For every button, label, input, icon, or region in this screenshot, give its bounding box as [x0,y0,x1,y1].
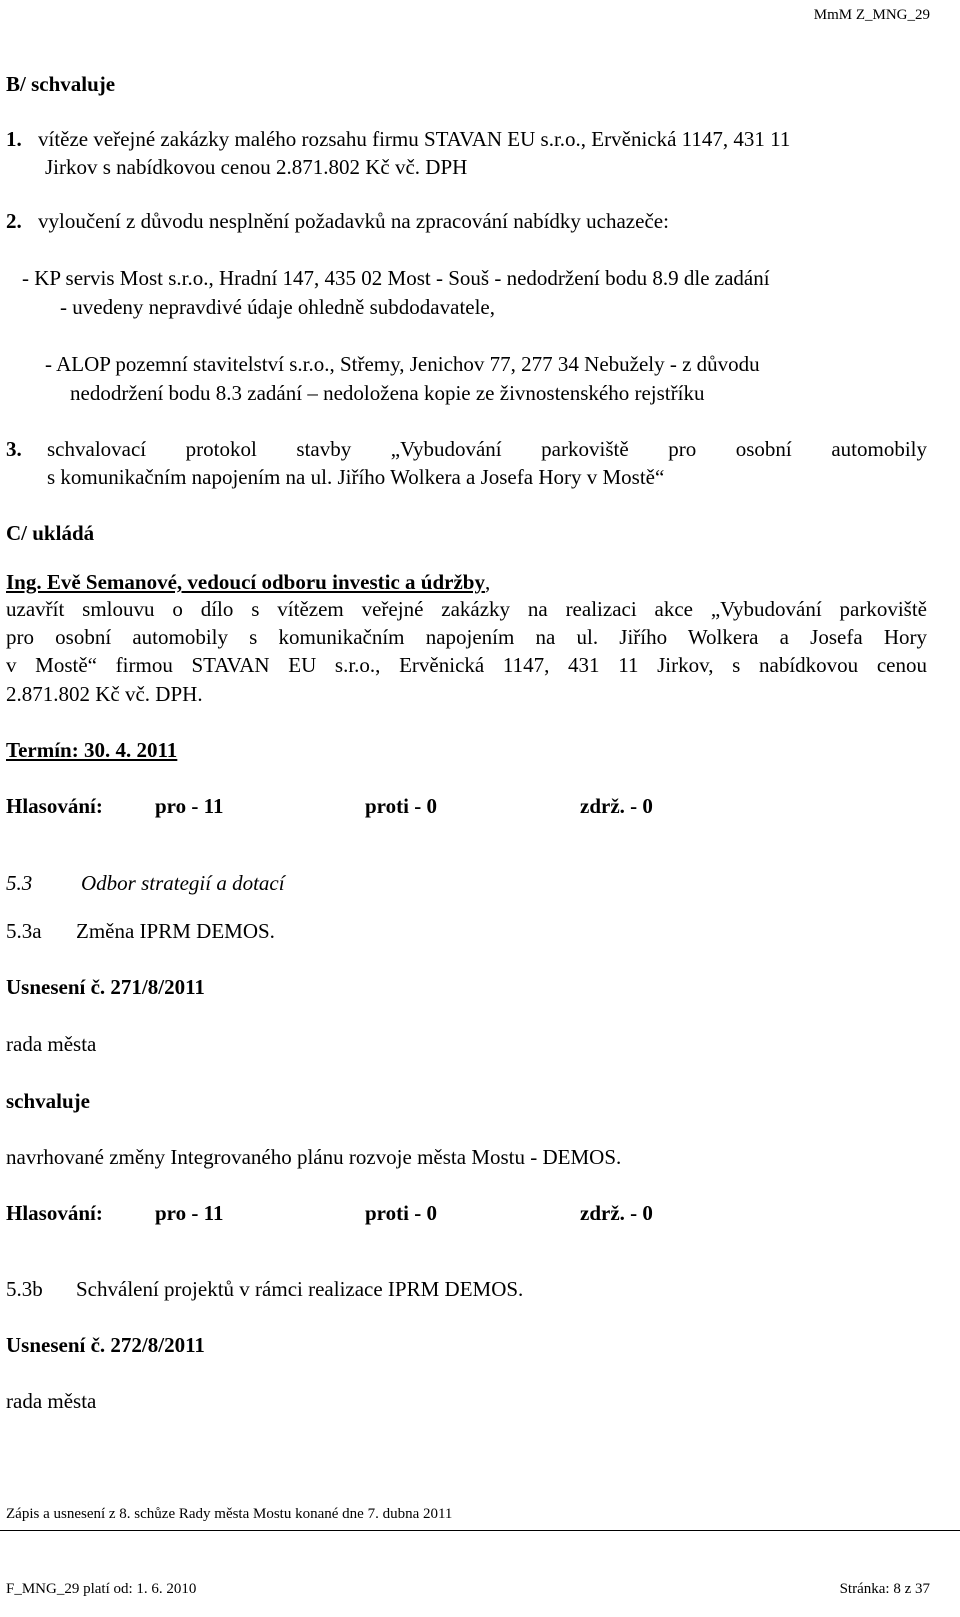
excluded-bidder-2-line-1: - ALOP pozemní stavitelství s.r.o., Střemy, Jenichov 77, 277 34 Nebužely - z důvodu [45,352,760,376]
item-5-3b-title: Schválení projektů v rámci realizace IPRM DEMOS. [76,1277,524,1301]
vote-zdrz: zdrž. - 0 [580,794,653,818]
item-1-line-1: vítěze veřejné zakázky malého rozsahu firmu STAVAN EU s.r.o., Ervěnická 1147, 431 11 [38,127,791,151]
task-line-1: uzavřít smlouvu o dílo s vítězem veřejné zakázky na realizaci akce „Vybudování parkoviště [6,597,927,621]
excluded-bidder-1-line-2: - uvedeny nepravdivé údaje ohledně subdodavatele, [60,295,496,319]
vote-pro: pro - 11 [155,794,224,818]
council-label: rada města [6,1389,97,1413]
item-3-line-2: s komunikačním napojením na ul. Jiřího Wolkera a Josefa Hory v Mostě“ [47,465,665,489]
task-line-2: pro osobní automobily s komunikačním napojením na ul. Jiřího Wolkera a Josefa Hory [6,625,927,649]
item-5-3a-title: Změna IPRM DEMOS. [76,919,275,943]
section-5-3-number: 5.3 [6,871,33,895]
resolution-272: Usnesení č. 272/8/2011 [6,1333,205,1357]
vote-proti: proti - 0 [365,1201,437,1225]
council-label: rada města [6,1032,97,1056]
document-code: MmM Z_MNG_29 [813,7,930,23]
assigned-person-line [6,572,490,593]
footer-form-version: F_MNG_29 platí od: 1. 6. 2010 [6,1581,197,1597]
item-5-3a-number: 5.3a [6,919,42,943]
item-1-line-2: Jirkov s nabídkovou cenou 2.871.802 Kč vč. DPH [45,155,468,179]
approves-verb: schvaluje [6,1089,90,1113]
footer-divider [0,1530,960,1531]
footer-page-number: Stránka: 8 z 37 [839,1581,930,1597]
item-1-number: 1. [6,127,22,151]
vote-label: Hlasování: [6,794,103,818]
approved-changes-text: navrhované změny Integrovaného plánu rozvoje města Mostu - DEMOS. [6,1145,622,1169]
item-2-text: vyloučení z důvodu nesplnění požadavků na zpracování nabídky uchazeče: [38,209,669,233]
section-b-heading: B/ schvaluje [6,72,116,96]
vote-label: Hlasování: [6,1201,103,1225]
assigned-person-comma: , [484,570,491,594]
section-5-3-title: Odbor strategií a dotací [81,871,285,895]
vote-pro: pro - 11 [155,1201,224,1225]
item-3-line-1: schvalovací protokol stavby „Vybudování parkoviště pro osobní automobily [47,437,927,461]
item-2-number: 2. [6,209,22,233]
deadline: Termín: 30. 4. 2011 [6,738,178,762]
footer-title: Zápis a usnesení z 8. schůze Rady města Mostu konané dne 7. dubna 2011 [6,1506,453,1522]
vote-proti: proti - 0 [365,794,437,818]
task-line-4: 2.871.802 Kč vč. DPH. [6,682,203,706]
item-3-number: 3. [6,437,22,461]
excluded-bidder-2-line-2: nedodržení bodu 8.3 zadání – nedoložena kopie ze živnostenského rejstříku [70,381,705,405]
vote-zdrz: zdrž. - 0 [580,1201,653,1225]
resolution-271: Usnesení č. 271/8/2011 [6,975,205,999]
excluded-bidder-1-line-1: - KP servis Most s.r.o., Hradní 147, 435 02 Most - Souš - nedodržení bodu 8.9 dle zadání [22,266,770,290]
item-5-3b-number: 5.3b [6,1277,43,1301]
section-c-heading: C/ ukládá [6,521,95,545]
assigned-person: Ing. Evě Semanové, vedoucí odboru investic a údržby [6,570,485,594]
task-line-3: v Mostě“ firmou STAVAN EU s.r.o., Ervěnická 1147, 431 11 Jirkov, s nabídkovou cenou [6,653,927,677]
